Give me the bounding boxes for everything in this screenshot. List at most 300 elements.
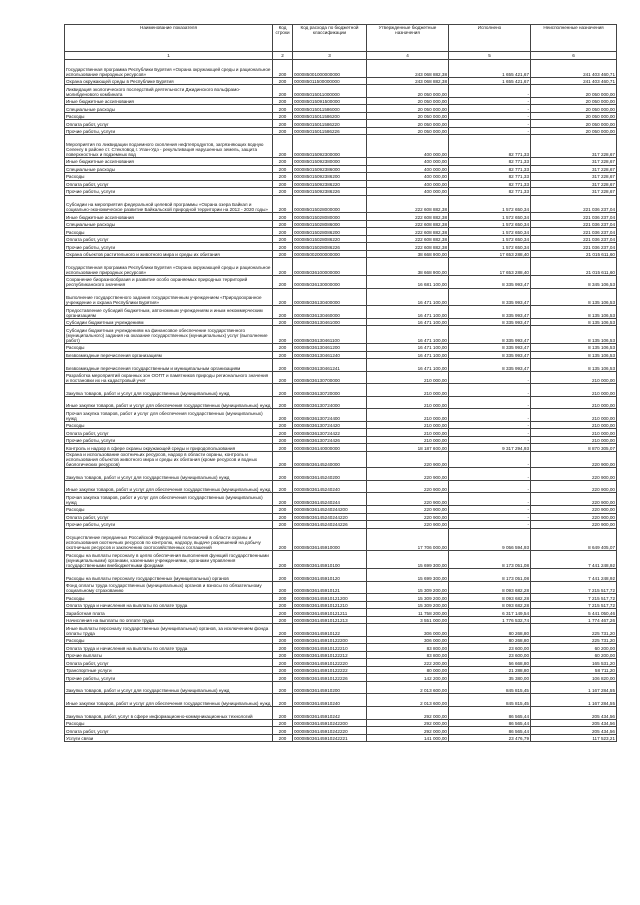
row-approved-amount: 16 471 100,00	[367, 288, 449, 306]
row-line-code: 200	[273, 250, 293, 258]
row-line-code: 200	[273, 681, 293, 694]
row-executed-amount: 23 476,79	[449, 734, 531, 742]
row-executed-amount: 1 572 650,34	[449, 235, 531, 243]
row-indicator-name: Специальные расходы	[65, 220, 273, 228]
row-executed-amount: -	[449, 429, 531, 437]
row-budget-code: 000085015011586220	[293, 120, 367, 128]
table-row	[65, 77, 617, 85]
row-line-code: 200	[273, 569, 293, 582]
table-row	[65, 569, 617, 582]
table-row	[65, 659, 617, 667]
row-approved-amount: 11 758 200,00	[367, 609, 449, 617]
table-row	[65, 228, 617, 236]
row-indicator-name: Безвозмездные перечисления организациям	[65, 351, 273, 359]
row-remaining-amount: 8 135 106,53	[531, 344, 617, 352]
row-remaining-amount: 220 900,00	[531, 493, 617, 506]
row-remaining-amount: 241 403 460,71	[531, 60, 617, 78]
table-row	[65, 306, 617, 319]
row-remaining-amount: 8 135 106,53	[531, 326, 617, 344]
row-remaining-amount: 20 050 000,00	[531, 127, 617, 135]
row-indicator-name: Ликвидация экологического последствий деятельности Джидинского вольфрамо-молибденового комбината	[65, 85, 273, 98]
row-remaining-amount: 8 649 405,07	[531, 528, 617, 551]
row-executed-amount: 80 268,80	[449, 624, 531, 637]
row-budget-code: 000085036145910242220	[293, 727, 367, 735]
row-approved-amount: 2 013 600,00	[367, 681, 449, 694]
table-row	[65, 213, 617, 221]
row-line-code: 200	[273, 326, 293, 344]
row-approved-amount: 292 000,00	[367, 707, 449, 720]
row-indicator-name: Оплата работ, услуг	[65, 727, 273, 735]
row-line-code: 200	[273, 243, 293, 251]
table-row	[65, 165, 617, 173]
row-remaining-amount: 21 015 611,60	[531, 258, 617, 276]
table-row	[65, 528, 617, 551]
row-budget-code: 000085036145240244226	[293, 521, 367, 529]
row-indicator-name: Оплата работ, услуг	[65, 429, 273, 437]
row-approved-amount: 243 068 882,38	[367, 60, 449, 78]
row-indicator-name: Расходы	[65, 344, 273, 352]
row-remaining-amount: 225 731,20	[531, 624, 617, 637]
table-row	[65, 135, 617, 158]
row-line-code: 200	[273, 734, 293, 742]
row-executed-amount: 1 572 650,34	[449, 220, 531, 228]
row-line-code: 200	[273, 173, 293, 181]
row-line-code: 200	[273, 158, 293, 166]
row-indicator-name: Заработная плата	[65, 609, 273, 617]
row-executed-amount: -	[449, 451, 531, 467]
row-approved-amount: 220 900,00	[367, 513, 449, 521]
row-approved-amount: 3 551 000,00	[367, 616, 449, 624]
row-budget-code: 000085015092300000	[293, 135, 367, 158]
row-remaining-amount: 220 900,00	[531, 480, 617, 493]
row-approved-amount: 220 900,00	[367, 521, 449, 529]
row-executed-amount: 1 655 421,67	[449, 77, 531, 85]
table-row	[65, 429, 617, 437]
table-row	[65, 318, 617, 326]
row-indicator-name: Осуществление переданных Российской Федерацией полномочий в области охраны и использования охотничьих ресурсов по контролю, надзору, выдаче разрешений на добычу охотничьих ресурсов и заключению охотхозяйственных соглашений	[65, 528, 273, 551]
row-indicator-name: Оплата работ, услуг	[65, 120, 273, 128]
row-approved-amount: 210 000,00	[367, 421, 449, 429]
table-row	[65, 421, 617, 429]
row-line-code: 200	[273, 624, 293, 637]
table-row	[65, 616, 617, 624]
row-indicator-name: Расходы	[65, 719, 273, 727]
row-budget-code: 000085036145910121213	[293, 616, 367, 624]
table-row	[65, 651, 617, 659]
table-row	[65, 97, 617, 105]
row-executed-amount: -	[449, 127, 531, 135]
row-executed-amount: 8 335 993,47	[449, 326, 531, 344]
row-approved-amount: 306 000,00	[367, 636, 449, 644]
row-line-code: 200	[273, 85, 293, 98]
row-budget-code: 000085036145240244200	[293, 506, 367, 514]
row-executed-amount: 8 335 993,47	[449, 318, 531, 326]
row-line-code: 200	[273, 120, 293, 128]
row-line-code: 200	[273, 719, 293, 727]
row-remaining-amount: 7 215 517,72	[531, 601, 617, 609]
row-indicator-name: Начисления на выплаты по оплате труда	[65, 616, 273, 624]
row-remaining-amount: 8 135 106,53	[531, 306, 617, 319]
row-indicator-name: Охрана объектов растительного и животного мира и среды их обитания	[65, 250, 273, 258]
table-row	[65, 609, 617, 617]
row-line-code: 200	[273, 727, 293, 735]
row-remaining-amount: 106 820,00	[531, 674, 617, 682]
row-remaining-amount: 60 200,00	[531, 651, 617, 659]
row-executed-amount: 1 776 532,74	[449, 616, 531, 624]
row-budget-code: 000085015028086200	[293, 228, 367, 236]
row-executed-amount: 1 572 650,34	[449, 228, 531, 236]
row-executed-amount: 9 056 594,93	[449, 528, 531, 551]
row-budget-code: 000085036145910200	[293, 681, 367, 694]
table-row	[65, 734, 617, 742]
row-remaining-amount: 20 050 000,00	[531, 112, 617, 120]
row-line-code: 200	[273, 651, 293, 659]
row-approved-amount: 222 608 882,38	[367, 195, 449, 213]
row-indicator-name: Иные выплаты персоналу государственных (муниципальных) органов, за исключением фонда оплаты труда	[65, 624, 273, 637]
row-remaining-amount: 8 135 106,53	[531, 359, 617, 372]
row-executed-amount: 82 771,33	[449, 173, 531, 181]
table-row	[65, 681, 617, 694]
row-executed-amount: 82 771,33	[449, 158, 531, 166]
row-line-code: 200	[273, 359, 293, 372]
row-executed-amount: 8 335 993,47	[449, 275, 531, 288]
row-approved-amount: 400 000,00	[367, 180, 449, 188]
row-executed-amount: 86 565,44	[449, 719, 531, 727]
row-remaining-amount: 220 900,00	[531, 513, 617, 521]
row-executed-amount: 17 653 288,40	[449, 250, 531, 258]
table-row	[65, 727, 617, 735]
row-indicator-name: Расходы на выплаты персоналу в целях обеспечения выполнения функций государственными (муниципальными) органами, казенными учреждениями, органами управления государственными внебюджетными фондами	[65, 551, 273, 569]
row-line-code: 200	[273, 235, 293, 243]
row-remaining-amount: 205 434,56	[531, 707, 617, 720]
row-budget-code: 000085015092386226	[293, 188, 367, 196]
row-indicator-name: Иные бюджетные ассигнования	[65, 97, 273, 105]
table-row	[65, 180, 617, 188]
row-executed-amount: 86 565,44	[449, 707, 531, 720]
row-budget-code: 000085015091500000	[293, 97, 367, 105]
row-indicator-name: Услуги связи	[65, 734, 273, 742]
row-executed-amount: -	[449, 371, 531, 384]
row-budget-code: 000085015028000000	[293, 195, 367, 213]
row-remaining-amount: 165 531,20	[531, 659, 617, 667]
table-row	[65, 344, 617, 352]
row-executed-amount: 8 335 993,47	[449, 344, 531, 352]
row-executed-amount: -	[449, 521, 531, 529]
row-remaining-amount: 221 036 237,04	[531, 243, 617, 251]
row-line-code: 200	[273, 318, 293, 326]
row-indicator-name: Контроль и надзор в сфере охраны окружающей среды и природопользования	[65, 444, 273, 452]
table-row	[65, 409, 617, 422]
row-remaining-amount: 241 403 460,71	[531, 77, 617, 85]
row-remaining-amount: 210 000,00	[531, 396, 617, 409]
table-row	[65, 506, 617, 514]
row-remaining-amount: 210 000,00	[531, 421, 617, 429]
row-indicator-name: Расходы	[65, 636, 273, 644]
row-executed-amount: 23 600,00	[449, 651, 531, 659]
row-remaining-amount: 317 228,67	[531, 165, 617, 173]
row-budget-code: 000085036130724420	[293, 421, 367, 429]
row-budget-code: 000085036145910122	[293, 624, 367, 637]
row-remaining-amount: 1 167 284,55	[531, 681, 617, 694]
row-budget-code: 000085001000000000	[293, 60, 367, 78]
row-line-code: 200	[273, 609, 293, 617]
row-executed-amount: -	[449, 120, 531, 128]
table-row	[65, 120, 617, 128]
row-line-code: 200	[273, 258, 293, 276]
row-line-code: 200	[273, 105, 293, 113]
row-indicator-name: Прочие выплаты	[65, 651, 273, 659]
row-line-code: 200	[273, 468, 293, 481]
table-row	[65, 243, 617, 251]
row-budget-code: 000085036145910122212	[293, 651, 367, 659]
row-approved-amount: 210 000,00	[367, 384, 449, 397]
table-row	[65, 371, 617, 384]
row-budget-code: 000085036145240244	[293, 493, 367, 506]
row-approved-amount: 80 000,00	[367, 666, 449, 674]
row-executed-amount: -	[449, 513, 531, 521]
row-indicator-name: Оплата работ, услуг	[65, 659, 273, 667]
column-number: 3	[293, 52, 367, 60]
table-row	[65, 195, 617, 213]
row-approved-amount: 15 699 300,00	[367, 551, 449, 569]
row-indicator-name: Транспортные услуги	[65, 666, 273, 674]
row-executed-amount: 17 653 288,40	[449, 258, 531, 276]
row-remaining-amount: 317 228,67	[531, 135, 617, 158]
row-remaining-amount: 5 441 050,46	[531, 609, 617, 617]
row-executed-amount: 8 335 993,47	[449, 359, 531, 372]
row-approved-amount: 2 013 600,00	[367, 694, 449, 707]
row-line-code: 200	[273, 288, 293, 306]
row-budget-code: 000085015028086220	[293, 235, 367, 243]
row-budget-code: 000085036145240200	[293, 468, 367, 481]
row-line-code: 200	[273, 601, 293, 609]
table-row	[65, 188, 617, 196]
row-budget-code: 000085036145910122222	[293, 666, 367, 674]
row-remaining-amount: 221 036 237,04	[531, 228, 617, 236]
row-approved-amount: 220 900,00	[367, 468, 449, 481]
row-budget-code: 000085036130724426	[293, 436, 367, 444]
row-line-code: 200	[273, 351, 293, 359]
row-line-code: 200	[273, 409, 293, 422]
row-executed-amount: 56 668,80	[449, 659, 531, 667]
row-approved-amount: 306 000,00	[367, 624, 449, 637]
row-indicator-name: Специальные расходы	[65, 165, 273, 173]
row-approved-amount: 222 608 882,38	[367, 213, 449, 221]
table-row	[65, 551, 617, 569]
row-approved-amount: 16 681 100,00	[367, 275, 449, 288]
row-approved-amount: 400 000,00	[367, 158, 449, 166]
row-executed-amount: 845 815,45	[449, 681, 531, 694]
row-approved-amount: 292 000,00	[367, 719, 449, 727]
row-line-code: 200	[273, 213, 293, 221]
row-remaining-amount: 317 228,67	[531, 188, 617, 196]
row-remaining-amount: 8 345 106,53	[531, 275, 617, 288]
row-line-code: 200	[273, 371, 293, 384]
row-line-code: 200	[273, 616, 293, 624]
column-number: 2	[273, 52, 293, 60]
row-line-code: 200	[273, 636, 293, 644]
row-line-code: 200	[273, 506, 293, 514]
row-line-code: 200	[273, 480, 293, 493]
row-approved-amount: 16 471 100,00	[367, 318, 449, 326]
row-indicator-name: Субсидии на мероприятия федеральной целевой программы «Охрана озера Байкал и социально-экономическое развитие Байкальской природной территории на 2012 - 2020 годы»	[65, 195, 273, 213]
row-approved-amount: 222 608 882,38	[367, 243, 449, 251]
row-executed-amount: -	[449, 112, 531, 120]
row-executed-amount: 1 572 650,34	[449, 213, 531, 221]
row-line-code: 200	[273, 594, 293, 602]
table-row	[65, 719, 617, 727]
row-indicator-name: Оплата работ, услуг	[65, 513, 273, 521]
row-indicator-name: Прочие работы, услуги	[65, 674, 273, 682]
table-header	[65, 25, 617, 60]
row-executed-amount: 8 173 051,08	[449, 551, 531, 569]
row-approved-amount: 210 000,00	[367, 371, 449, 384]
table-row	[65, 636, 617, 644]
row-budget-code: 000085036145910122220	[293, 659, 367, 667]
row-budget-code: 000085036145910000	[293, 528, 367, 551]
row-line-code: 200	[273, 220, 293, 228]
row-line-code: 200	[273, 396, 293, 409]
row-indicator-name: Предоставление субсидий бюджетным, автономным учреждениям и иным некоммерческим организациям	[65, 306, 273, 319]
row-approved-amount: 210 000,00	[367, 429, 449, 437]
row-approved-amount: 400 000,00	[367, 188, 449, 196]
row-line-code: 200	[273, 674, 293, 682]
row-remaining-amount: 20 050 000,00	[531, 105, 617, 113]
row-budget-code: 000085002000000000	[293, 250, 367, 258]
row-approved-amount: 210 000,00	[367, 409, 449, 422]
row-executed-amount: -	[449, 506, 531, 514]
row-indicator-name: Иные закупки товаров, работ и услуг для обеспечения государственных (муниципальных) нужд	[65, 694, 273, 707]
row-approved-amount: 16 471 100,00	[367, 344, 449, 352]
row-approved-amount: 220 900,00	[367, 493, 449, 506]
row-approved-amount: 400 000,00	[367, 135, 449, 158]
row-budget-code: 000085036145910122226	[293, 674, 367, 682]
row-budget-code: 000085036130400000	[293, 288, 367, 306]
row-indicator-name: Прочие работы, услуги	[65, 521, 273, 529]
row-approved-amount: 142 200,00	[367, 674, 449, 682]
row-remaining-amount: 7 441 248,92	[531, 569, 617, 582]
row-executed-amount: 82 771,33	[449, 188, 531, 196]
row-line-code: 200	[273, 306, 293, 319]
row-indicator-name: Закупка товаров, работ и услуг для государственных (муниципальных) нужд	[65, 468, 273, 481]
row-budget-code: 000085036130000000	[293, 275, 367, 288]
row-budget-code: 000085036140000000	[293, 444, 367, 452]
row-line-code: 200	[273, 180, 293, 188]
row-indicator-name: Безвозмездные перечисления государственным и муниципальным организациям	[65, 359, 273, 372]
row-line-code: 200	[273, 60, 293, 78]
row-executed-amount: 82 771,33	[449, 135, 531, 158]
row-executed-amount: 1 572 650,34	[449, 243, 531, 251]
row-budget-code: 000085036130461000	[293, 318, 367, 326]
row-approved-amount: 15 309 200,00	[367, 581, 449, 594]
row-remaining-amount: 21 015 611,60	[531, 250, 617, 258]
row-executed-amount: -	[449, 493, 531, 506]
row-budget-code: 000085015028080000	[293, 213, 367, 221]
row-approved-amount: 20 050 000,00	[367, 105, 449, 113]
table-row	[65, 707, 617, 720]
row-remaining-amount: 1 774 467,26	[531, 616, 617, 624]
table-row	[65, 451, 617, 467]
row-indicator-name: Охрана и использование охотничьих ресурсов, надзор в области охраны, контроль и использования объектов животного мира и среды их обитания (кроме ресурсов и водных биологических ресурсов)	[65, 451, 273, 467]
table-row	[65, 521, 617, 529]
table-row	[65, 513, 617, 521]
row-indicator-name: Субсидии бюджетным учреждениям	[65, 318, 273, 326]
row-executed-amount: 8 335 993,47	[449, 351, 531, 359]
row-line-code: 200	[273, 127, 293, 135]
row-executed-amount: 1 572 650,34	[449, 195, 531, 213]
row-indicator-name: Охрана окружающей среды в Республике Бурятия	[65, 77, 273, 85]
row-line-code: 200	[273, 344, 293, 352]
row-budget-code: 000085036145910100	[293, 551, 367, 569]
row-line-code: 200	[273, 659, 293, 667]
table-row	[65, 173, 617, 181]
row-remaining-amount: 317 228,67	[531, 158, 617, 166]
row-line-code: 200	[273, 165, 293, 173]
row-indicator-name: Разработка мероприятий охранных зон ООПТ и памятников природы регионального значения и постановки их на кадастровый учет	[65, 371, 273, 384]
row-remaining-amount: 1 167 284,55	[531, 694, 617, 707]
row-budget-code: 000085036145910242	[293, 707, 367, 720]
row-approved-amount: 220 900,00	[367, 506, 449, 514]
row-indicator-name: Прочая закупка товаров, работ и услуг для обеспечения государственных (муниципальных) нужд	[65, 409, 273, 422]
row-budget-code: 000085036145240240	[293, 480, 367, 493]
row-remaining-amount: 220 900,00	[531, 506, 617, 514]
row-executed-amount: 8 093 682,28	[449, 594, 531, 602]
row-indicator-name: Закупка товаров, работ и услуг для государственных (муниципальных) нужд	[65, 384, 273, 397]
row-approved-amount: 38 668 900,00	[367, 258, 449, 276]
row-budget-code: 000085036130461200	[293, 344, 367, 352]
row-indicator-name: Закупка товаров, работ, услуг в сфере информационно-коммуникационных технологий	[65, 707, 273, 720]
row-indicator-name: Иные бюджетные ассигнования	[65, 158, 273, 166]
row-remaining-amount: 205 434,56	[531, 727, 617, 735]
row-approved-amount: 292 000,00	[367, 727, 449, 735]
row-indicator-name: Специальные расходы	[65, 105, 273, 113]
row-budget-code: 000085015011586200	[293, 112, 367, 120]
row-executed-amount: 86 565,44	[449, 727, 531, 735]
row-budget-code: 000085036145240244220	[293, 513, 367, 521]
row-approved-amount: 15 309 200,00	[367, 601, 449, 609]
row-executed-amount: 8 173 051,08	[449, 569, 531, 582]
row-budget-code: 000085036130720000	[293, 384, 367, 397]
row-remaining-amount: 221 036 237,04	[531, 195, 617, 213]
row-approved-amount: 16 471 100,00	[367, 351, 449, 359]
row-line-code: 200	[273, 513, 293, 521]
row-remaining-amount: 210 000,00	[531, 409, 617, 422]
row-budget-code: 000085036130461241	[293, 359, 367, 372]
row-line-code: 200	[273, 551, 293, 569]
column-numbers-row	[65, 52, 617, 60]
header-indicator-name: Наименование показателя	[65, 25, 273, 52]
row-budget-code: 000085036145910120	[293, 569, 367, 582]
row-approved-amount: 17 706 000,00	[367, 528, 449, 551]
row-approved-amount: 18 187 600,00	[367, 444, 449, 452]
row-line-code: 200	[273, 195, 293, 213]
column-number: 1	[65, 52, 273, 60]
row-approved-amount: 20 050 000,00	[367, 85, 449, 98]
row-budget-code: 000085015011000000	[293, 85, 367, 98]
row-line-code: 200	[273, 493, 293, 506]
table-row	[65, 694, 617, 707]
row-budget-code: 000085015011586000	[293, 105, 367, 113]
row-indicator-name: Прочие работы, услуги	[65, 243, 273, 251]
header-unexecuted-appropriations: Неисполненные назначения	[531, 25, 617, 52]
table-row	[65, 112, 617, 120]
row-executed-amount: -	[449, 409, 531, 422]
row-remaining-amount: 317 228,67	[531, 180, 617, 188]
row-indicator-name: Государственная программа Республики Бурятия «Охрана окружающей среды и рациональное использование природных ресурсов»	[65, 258, 273, 276]
row-indicator-name: Расходы	[65, 173, 273, 181]
row-approved-amount: 220 900,00	[367, 451, 449, 467]
row-approved-amount: 400 000,00	[367, 173, 449, 181]
